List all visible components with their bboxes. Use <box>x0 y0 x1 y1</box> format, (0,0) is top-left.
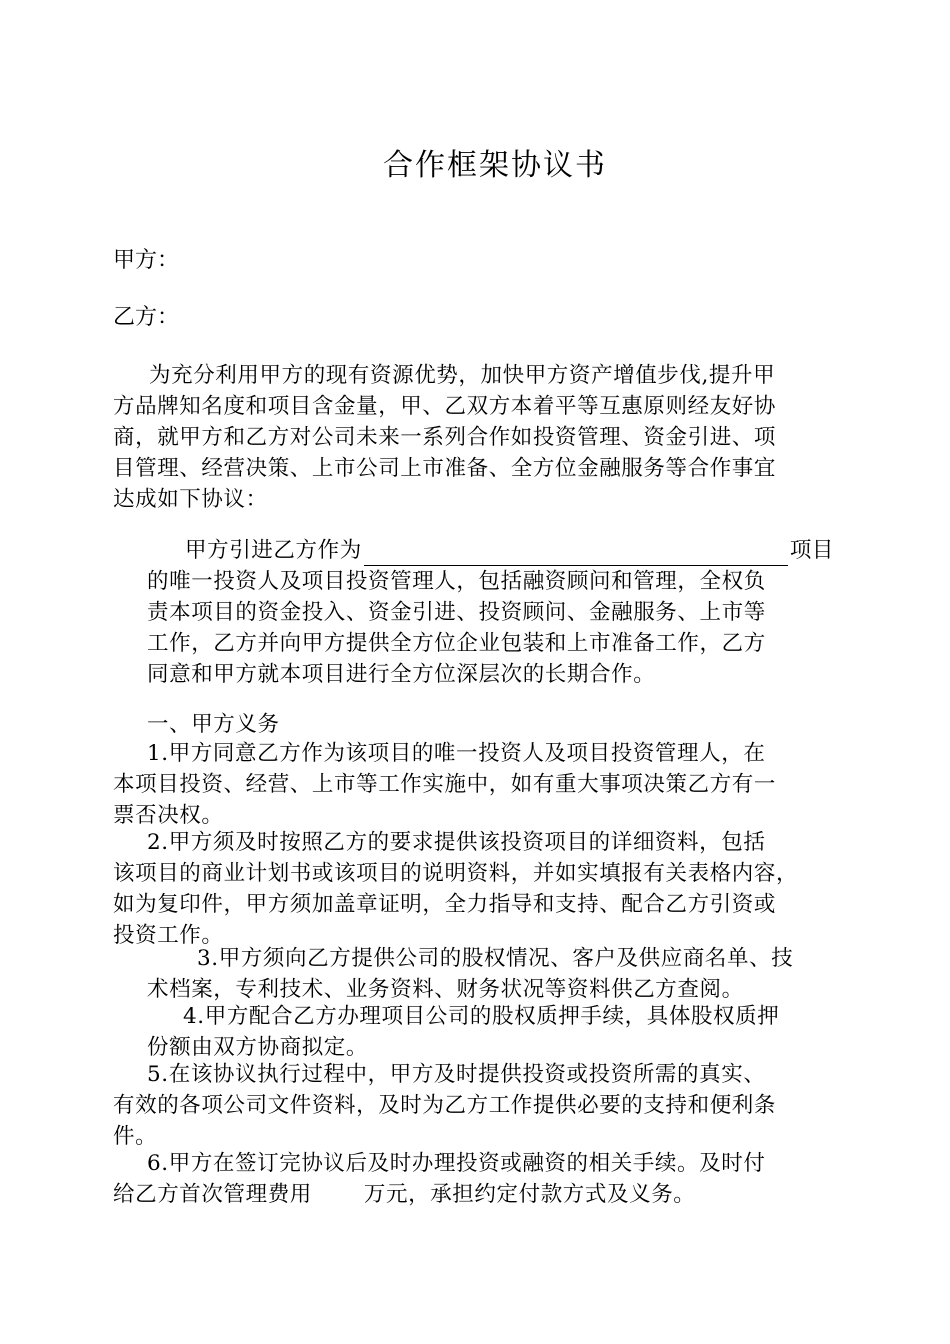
obligation-item-6 <box>113 1148 765 1210</box>
intro-line: 为充分利用甲方的现有资源优势，加快甲方资产增值步伐,提升甲 <box>149 363 776 388</box>
obligation-item-4 <box>147 1001 779 1063</box>
fee-prefix: 给乙方首次管理费用 <box>113 1182 312 1207</box>
section-one-heading <box>147 709 280 740</box>
project-name-blank[interactable] <box>364 541 788 566</box>
scope-line: 的唯一投资人及项目投资管理人，包括融资顾问和管理，全权负 <box>147 569 766 594</box>
item-line: 有效的各项公司文件资料，及时为乙方工作提供必要的支持和便利条 <box>113 1093 777 1118</box>
item-line: 份额由双方协商拟定。 <box>147 1035 369 1060</box>
scope-prefix: 甲方引进乙方作为 <box>185 538 362 563</box>
item-line: 术档案，专利技术、业务资料、财务状况等资料供乙方查阅。 <box>147 977 744 1002</box>
intro-line: 达成如下协议： <box>113 487 268 512</box>
fee-suffix: 万元，承担约定付款方式及义务。 <box>363 1182 696 1207</box>
obligation-item-2 <box>113 827 798 951</box>
item-fee-line <box>113 1179 765 1210</box>
intro-line: 方品牌知名度和项目含金量，甲、乙双方本着平等互惠原则经友好协 <box>113 394 777 419</box>
item-line: 1.甲方同意乙方作为该项目的唯一投资人及项目投资管理人，在 <box>147 741 766 766</box>
obligation-item-3 <box>147 943 793 1005</box>
item-line: 3.甲方须向乙方提供公司的股权情况、客户及供应商名单、技 <box>197 946 794 971</box>
item-line: 如为复印件，甲方须加盖章证明，全力指导和支持、配合乙方引资或 <box>113 892 777 917</box>
scope-line: 责本项目的资金投入、资金引进、投资顾问、金融服务、上市等 <box>147 600 766 625</box>
scope-suffix: 项目 <box>789 538 835 563</box>
section-heading-text: 一、甲方义务 <box>147 712 280 737</box>
item-line: 件。 <box>113 1124 158 1149</box>
intro-line: 商，就甲方和乙方对公司未来一系列合作如投资管理、资金引进、项 <box>113 425 777 450</box>
document-title: 合作框架协议书 <box>383 148 607 183</box>
party-b-label: 乙方： <box>113 305 180 330</box>
item-line: 4.甲方配合乙方办理项目公司的股权质押手续，具体股权质押 <box>183 1004 780 1029</box>
scope-line: 工作，乙方并向甲方提供全方位企业包装和上市准备工作，乙方 <box>147 631 766 656</box>
item-line: 2.甲方须及时按照乙方的要求提供该投资项目的详细资料，包括 <box>147 830 766 855</box>
item-line: 投资工作。 <box>113 923 224 948</box>
intro-line: 目管理、经营决策、上市公司上市准备、全方位金融服务等合作事宜 <box>113 456 777 481</box>
obligation-item-5 <box>113 1059 776 1152</box>
obligation-item-1 <box>113 738 776 831</box>
item-line: 该项目的商业计划书或该项目的说明资料，并如实填报有关表格内容， <box>113 861 799 886</box>
item-line: 票否决权。 <box>113 803 224 828</box>
item-line: 本项目投资、经营、上市等工作实施中，如有重大事项决策乙方有一 <box>113 772 777 797</box>
intro-paragraph <box>113 360 776 515</box>
item-line: 6.甲方在签订完协议后及时办理投资或融资的相关手续。及时付 <box>147 1151 766 1176</box>
scope-paragraph <box>147 535 834 690</box>
party-a-label: 甲方： <box>113 248 180 273</box>
item-line: 5.在该协议执行过程中，甲方及时提供投资或投资所需的真实、 <box>147 1062 766 1087</box>
scope-line: 同意和甲方就本项目进行全方位深层次的长期合作。 <box>147 662 656 687</box>
scope-first-line <box>147 535 834 566</box>
